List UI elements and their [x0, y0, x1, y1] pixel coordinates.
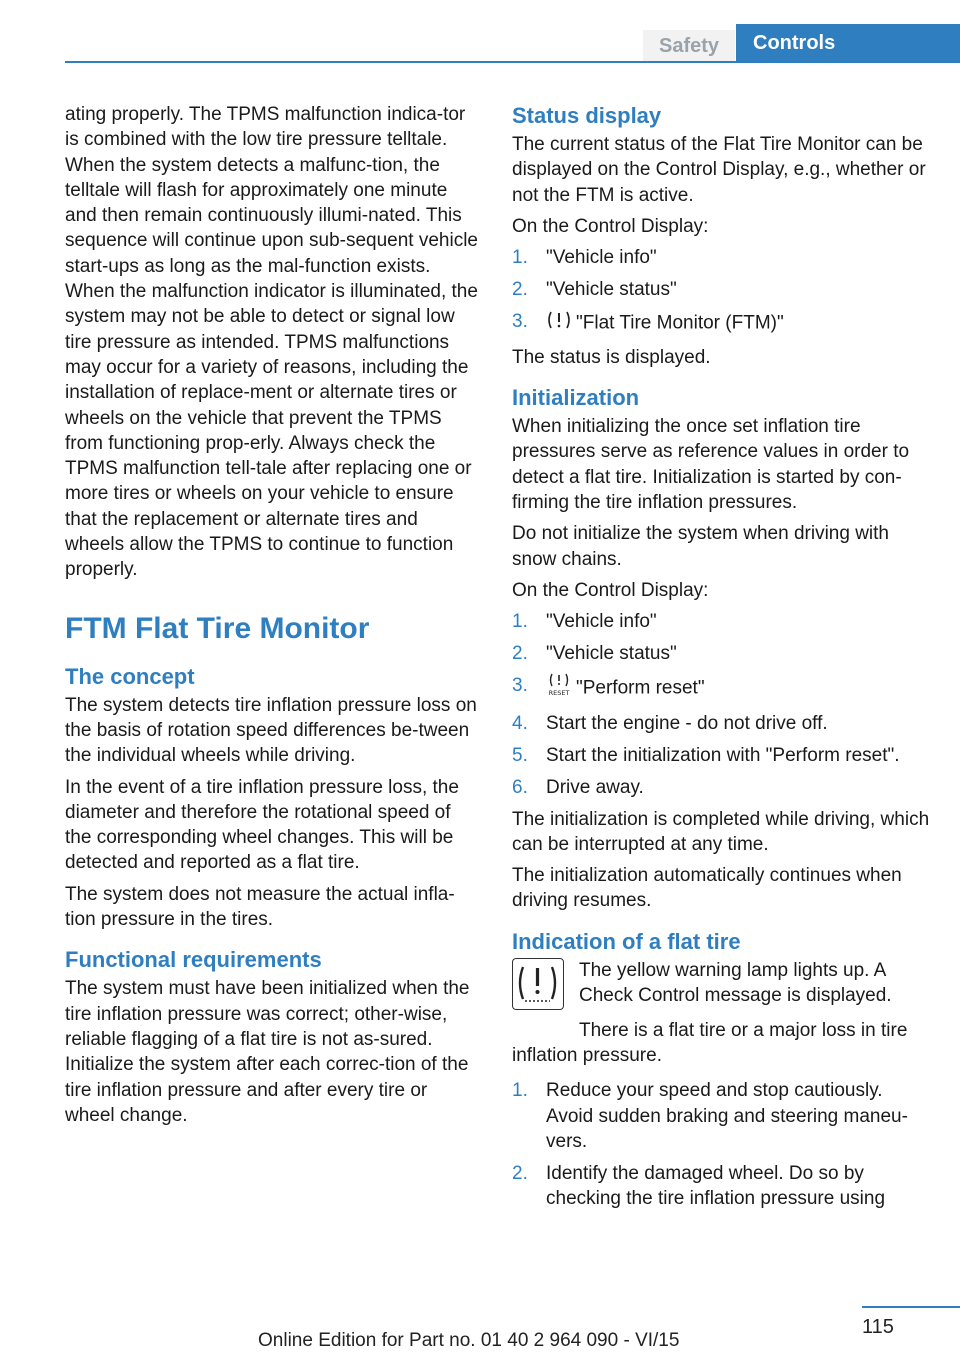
edition-note: Online Edition for Part no. 01 40 2 964 090 - VI/15 — [258, 1330, 680, 1351]
list-item — [512, 673, 930, 704]
concept-heading: The concept — [65, 663, 195, 689]
step-number: 1. — [512, 1080, 528, 1102]
status-paragraph-2: On the Control Display: — [512, 215, 709, 237]
initialization-heading: Initialization — [512, 385, 640, 411]
step-text: Drive away. — [546, 776, 644, 798]
flat-paragraph-1: The yellow warning lamp lights up. A Check Control message is displayed. — [579, 959, 892, 1007]
svg-text:RESET: RESET — [548, 689, 570, 698]
functional-requirements-paragraph: The system must have been initialized when the tire inflation pressure was correct; other‐wise, reliable flagging of a flat tire is not as‐sured. Initialize the system after each correc‐tion of the tire inflation pressure and after every tire or wheel change. — [65, 978, 470, 1126]
tire-reset-icon — [546, 673, 572, 704]
step-text: "Perform reset" — [576, 677, 705, 699]
step-text: "Vehicle status" — [546, 643, 677, 665]
flat-tire-warning-icon — [512, 958, 564, 1010]
step-number: 3. — [512, 310, 528, 332]
step-text: Start the initialization with "Perform reset". — [546, 744, 900, 766]
list-item — [512, 277, 930, 302]
concept-paragraph-2: In the event of a tire inflation pressure loss, the diameter and therefore the rotational speed of the corresponding wheel changes. This will be detected and reported as a flat tire. — [65, 776, 459, 874]
init-steps-list — [512, 609, 930, 800]
footer-rule — [862, 1306, 960, 1308]
left-column — [65, 102, 480, 1134]
step-number: 6. — [512, 776, 528, 798]
step-text: Identify the damaged wheel. Do so by checking the tire inflation pressure using — [546, 1162, 886, 1210]
step-text: "Vehicle info" — [546, 247, 657, 269]
step-number: 5. — [512, 744, 528, 766]
step-text: "Vehicle info" — [546, 611, 657, 633]
list-item — [512, 309, 930, 338]
step-text: "Vehicle status" — [546, 279, 677, 301]
init-paragraph-3: On the Control Display: — [512, 579, 709, 601]
step-text: "Flat Tire Monitor (FTM)" — [576, 312, 784, 334]
step-number: 2. — [512, 1162, 528, 1184]
init-paragraph-5: The initialization automatically continues when driving resumes. — [512, 865, 902, 912]
list-item — [512, 743, 930, 768]
step-number: 3. — [512, 675, 528, 697]
list-item — [512, 609, 930, 634]
tire-pressure-icon — [546, 309, 572, 338]
list-item — [512, 1078, 930, 1154]
status-steps-list — [512, 245, 930, 338]
step-number: 2. — [512, 279, 528, 301]
intro-paragraph: ating properly. The TPMS malfunction indica‐tor is combined with the low tire pressure telltale. When the system detects a malfunc‐tion, the telltale will flash for approximately one minute and then remain continuously illumi‐nated. This sequence will continue upon sub‐sequent vehicle start-ups as long as the mal‐function exists. When the malfunction indicator is illuminated, the system may not be able to detect or signal low tire pressure as intended. TPMS malfunctions may occur for a variety of reasons, including the installation of replace‐ment or alternate tires or wheels on the vehicle that prevent the TPMS from functioning prop‐erly. Always check the TPMS malfunction tell‐tale after replacing one or more tires or wheels on your vehicle to ensure that the replacement or alternate tires and wheels allow the TPMS to continue to function properly. — [65, 104, 478, 581]
init-paragraph-4: The initialization is completed while driving, which can be interrupted at any time. — [512, 808, 930, 855]
step-number: 2. — [512, 643, 528, 665]
flat-tire-heading: Indication of a flat tire — [512, 928, 741, 954]
section-title: FTM Flat Tire Monitor — [65, 611, 370, 645]
page-header — [0, 24, 960, 62]
list-item — [512, 641, 930, 666]
status-display-heading: Status display — [512, 103, 662, 128]
flat-steps-list — [512, 1078, 930, 1211]
concept-paragraph-3: The system does not measure the actual infla‐tion pressure in the tires. — [65, 883, 455, 931]
step-text: Reduce your speed and stop cautiously. Avoid sudden braking and steering maneu‐vers. — [546, 1080, 908, 1152]
warning-block — [512, 958, 930, 1018]
concept-paragraph-1: The system detects tire inflation pressure loss on the basis of rotation speed differences be‐tween the individual wheels while driving. — [65, 694, 477, 767]
step-text: Start the engine - do not drive off. — [546, 712, 828, 734]
list-item — [512, 711, 930, 736]
tab-controls[interactable]: Controls — [736, 24, 960, 63]
right-column — [512, 102, 930, 1218]
init-paragraph-1: When initializing the once set inflation tire pressures serve as reference values in order to detect a flat tire. Initialization is started by con‐firming the tire inflation pressures. — [512, 416, 910, 514]
step-number: 4. — [512, 712, 528, 734]
tab-safety[interactable]: Safety — [643, 30, 735, 63]
header-rule — [65, 61, 960, 63]
functional-requirements-heading: Functional requirements — [65, 947, 322, 973]
list-item — [512, 245, 930, 270]
step-number: 1. — [512, 611, 528, 633]
list-item — [512, 1161, 930, 1212]
page-number: 115 — [862, 1316, 894, 1338]
flat-paragraph-2: There is a flat tire or a major loss in tire inflation pressure. — [512, 1019, 908, 1067]
status-paragraph-3: The status is displayed. — [512, 346, 711, 368]
init-paragraph-2: Do not initialize the system when driving with snow chains. — [512, 523, 890, 570]
status-paragraph-1: The current status of the Flat Tire Monitor can be displayed on the Control Display, e.g., whether or not the FTM is active. — [512, 134, 926, 206]
step-number: 1. — [512, 247, 528, 269]
list-item — [512, 775, 930, 800]
